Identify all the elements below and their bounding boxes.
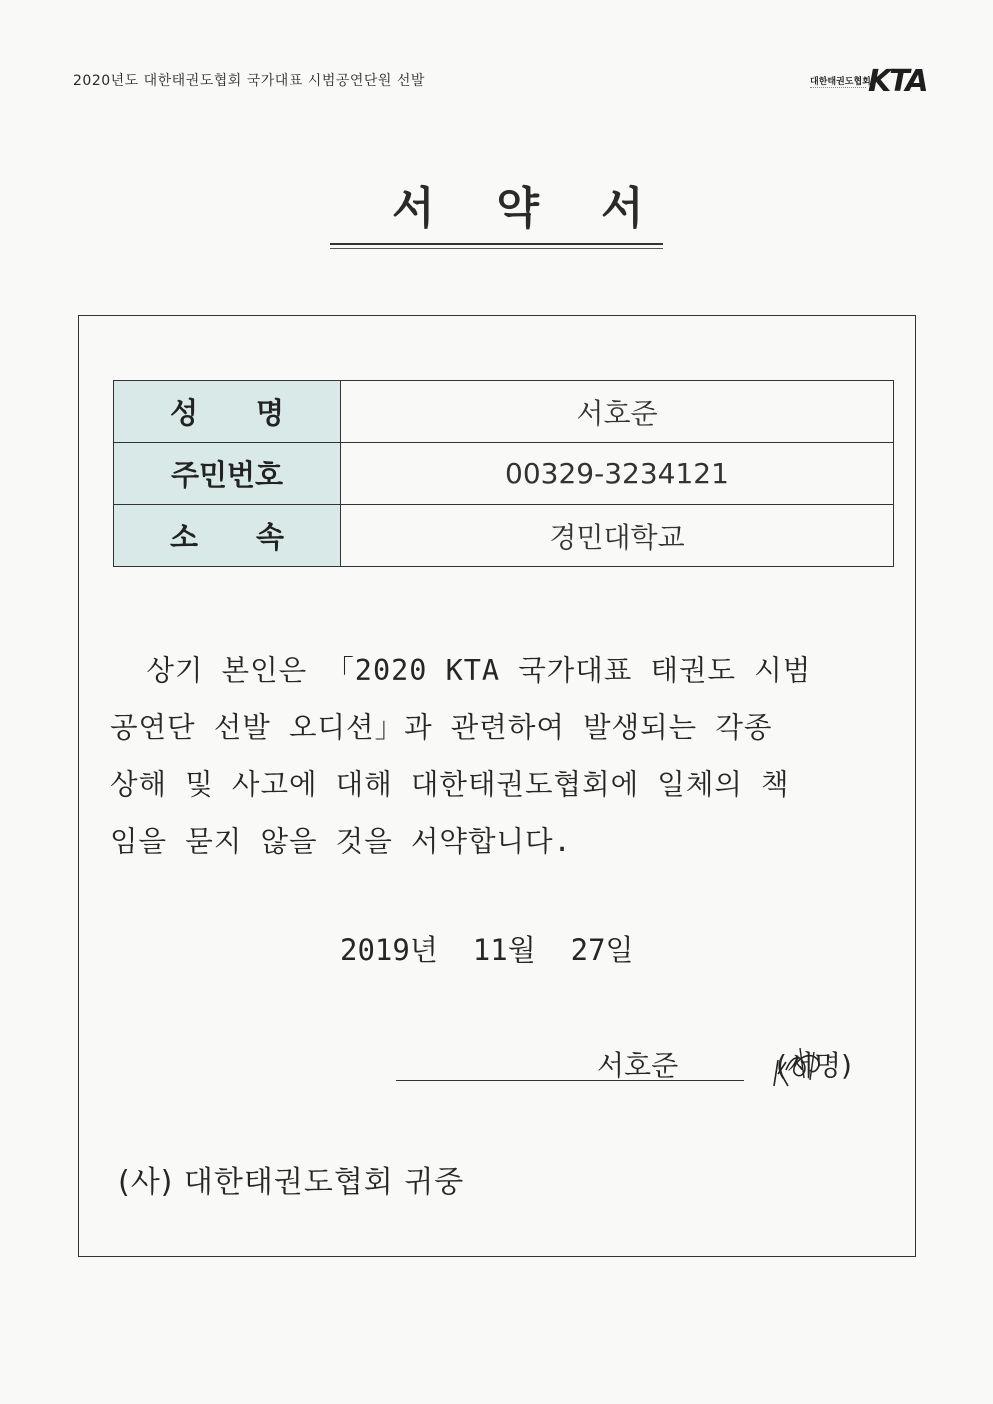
header-text: 2020년도 대한태권도협회 국가대표 시범공연단원 선발 [73, 73, 425, 89]
recipient: (사) 대한태권도협회 귀중 [118, 1165, 465, 1200]
signer-name: 서호준 [597, 1049, 679, 1082]
affiliation-label: 소속 [169, 520, 343, 554]
table-row [114, 381, 894, 443]
id-number-value: 00329-3234121 [341, 443, 894, 505]
name-label: 성명 [169, 396, 343, 430]
table-row [114, 505, 894, 567]
id-number-label: 주민번호 [114, 443, 341, 505]
signature-label: (서명) [776, 1049, 852, 1082]
name-label-cell [114, 381, 341, 443]
table-row [114, 443, 894, 505]
affiliation-value: 경민대학교 [341, 505, 894, 567]
pledge-line: 상해 및 사고에 대해 대한태권도협회에 일체의 책 [110, 768, 790, 801]
title-underline [330, 243, 663, 245]
kta-logo [810, 66, 925, 100]
title-underline-thin [330, 248, 663, 249]
pledge-date: 2019년 11월 27일 [340, 933, 634, 967]
handwritten-signature [770, 1036, 840, 1094]
logo-mark: KTA [868, 64, 927, 99]
pledge-line: 상기 본인은 「2020 KTA 국가대표 태권도 시범 [110, 654, 812, 687]
document-title: 서약서 [392, 183, 706, 234]
name-value: 서호준 [341, 381, 894, 443]
signature-line [396, 1080, 744, 1081]
pledge-line: 공연단 선발 오디션」과 관련하여 발생되는 각종 [110, 711, 773, 744]
logo-org-name: 대한태권도협회 [810, 77, 871, 87]
pledge-line: 임을 묻지 않을 것을 서약합니다. [110, 825, 572, 858]
affiliation-label-cell [114, 505, 341, 567]
logo-subline [810, 87, 866, 90]
pledge-text [110, 642, 890, 870]
info-table [113, 380, 894, 567]
